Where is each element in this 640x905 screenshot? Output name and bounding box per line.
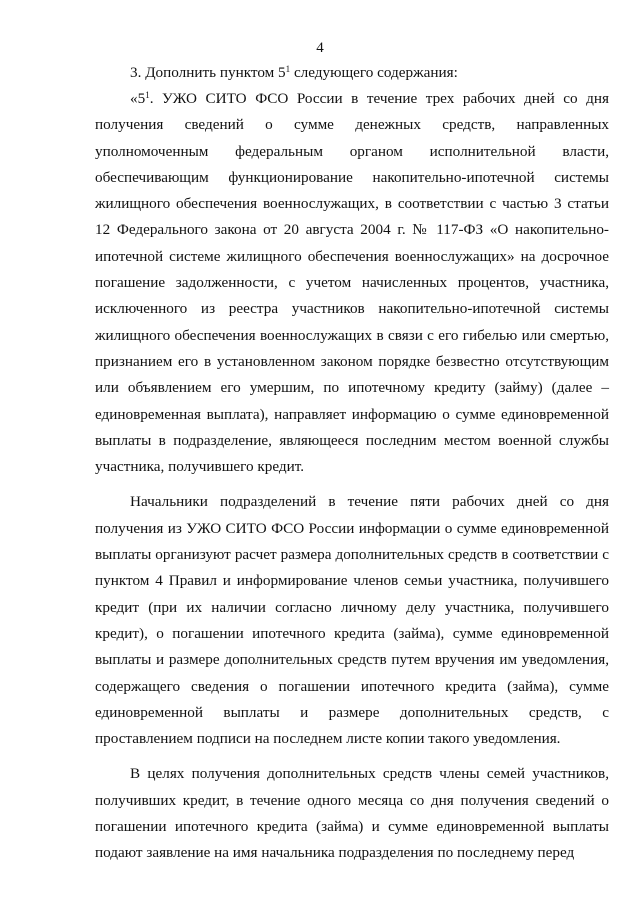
item-3-text-before: 3. Дополнить пунктом 5 bbox=[130, 64, 286, 81]
body-text bbox=[95, 86, 609, 867]
paragraph-heads-of-units: Начальники подразделений в течение пяти рабочих дней со дня получения из УЖО СИТО ФСО России информации о сумме единовременной выплаты организуют расчет размера дополнительных средств в соответствии с пунктом 4 Правил и информирование членов семьи участника, получившего кредит (при их наличии согласно личному делу участника, получившего кредит), о погашении ипотечного кредита (займа), сумме единовременной выплаты и размере дополнительных средств путем вручения им уведомления, содержащего сведения о погашении ипотечного кредита (займа), сумме единовременной выплаты и размере дополнительных средств, с проставлением подписи на последнем листе копии такого уведомления. bbox=[95, 493, 609, 748]
item-3-superscript: 1 bbox=[285, 64, 291, 74]
paragraph-5-1-lead: «5 bbox=[130, 90, 146, 107]
paragraph-5-1-body: . УЖО СИТО ФСО России в течение трех рабочих дней со дня получения сведений о сумме денежных средств, направленных уполномоченным федеральным органом исполнительной власти, обеспечивающим функционирование накопительно-ипотечной системы жилищного обеспечения военнослужащих, в соответствии с частью 3 статьи 12 Федерального закона от 20 августа 2004 г. № 117-ФЗ «О накопительно-ипотечной системе жилищного обеспечения военнослужащих» на досрочное погашение задолженности, с учетом начисленных процентов, участника, исключенного из реестра участников накопительно-ипотечной системы жилищного обеспечения военнослужащих в связи с его гибелью или смертью, признанием его в установленном законом порядке безвестно отсутствующим или объявлением его умершим, по ипотечному кредиту (займу) (далее – единовременная выплата), направляет информацию о сумме единовременной выплаты в подразделение, являющееся последним местом военной службы участника, получившего кредит. bbox=[95, 90, 609, 476]
paragraph-5-1-superscript: 1 bbox=[145, 90, 150, 100]
paragraph-family-members: В целях получения дополнительных средств члены семей участников, получивших кредит, в течение одного месяца со дня получения сведений о погашении ипотечного кредита (займа) и сумме единовременной выплаты подают заявление на имя начальника подразделения по последнему перед bbox=[95, 765, 609, 862]
item-3-heading bbox=[95, 60, 609, 86]
item-3-heading-block bbox=[95, 60, 609, 86]
paragraph-5-1 bbox=[95, 86, 609, 480]
item-3-text-after: следующего содержания: bbox=[290, 64, 458, 81]
page-number: 4 bbox=[316, 40, 324, 56]
